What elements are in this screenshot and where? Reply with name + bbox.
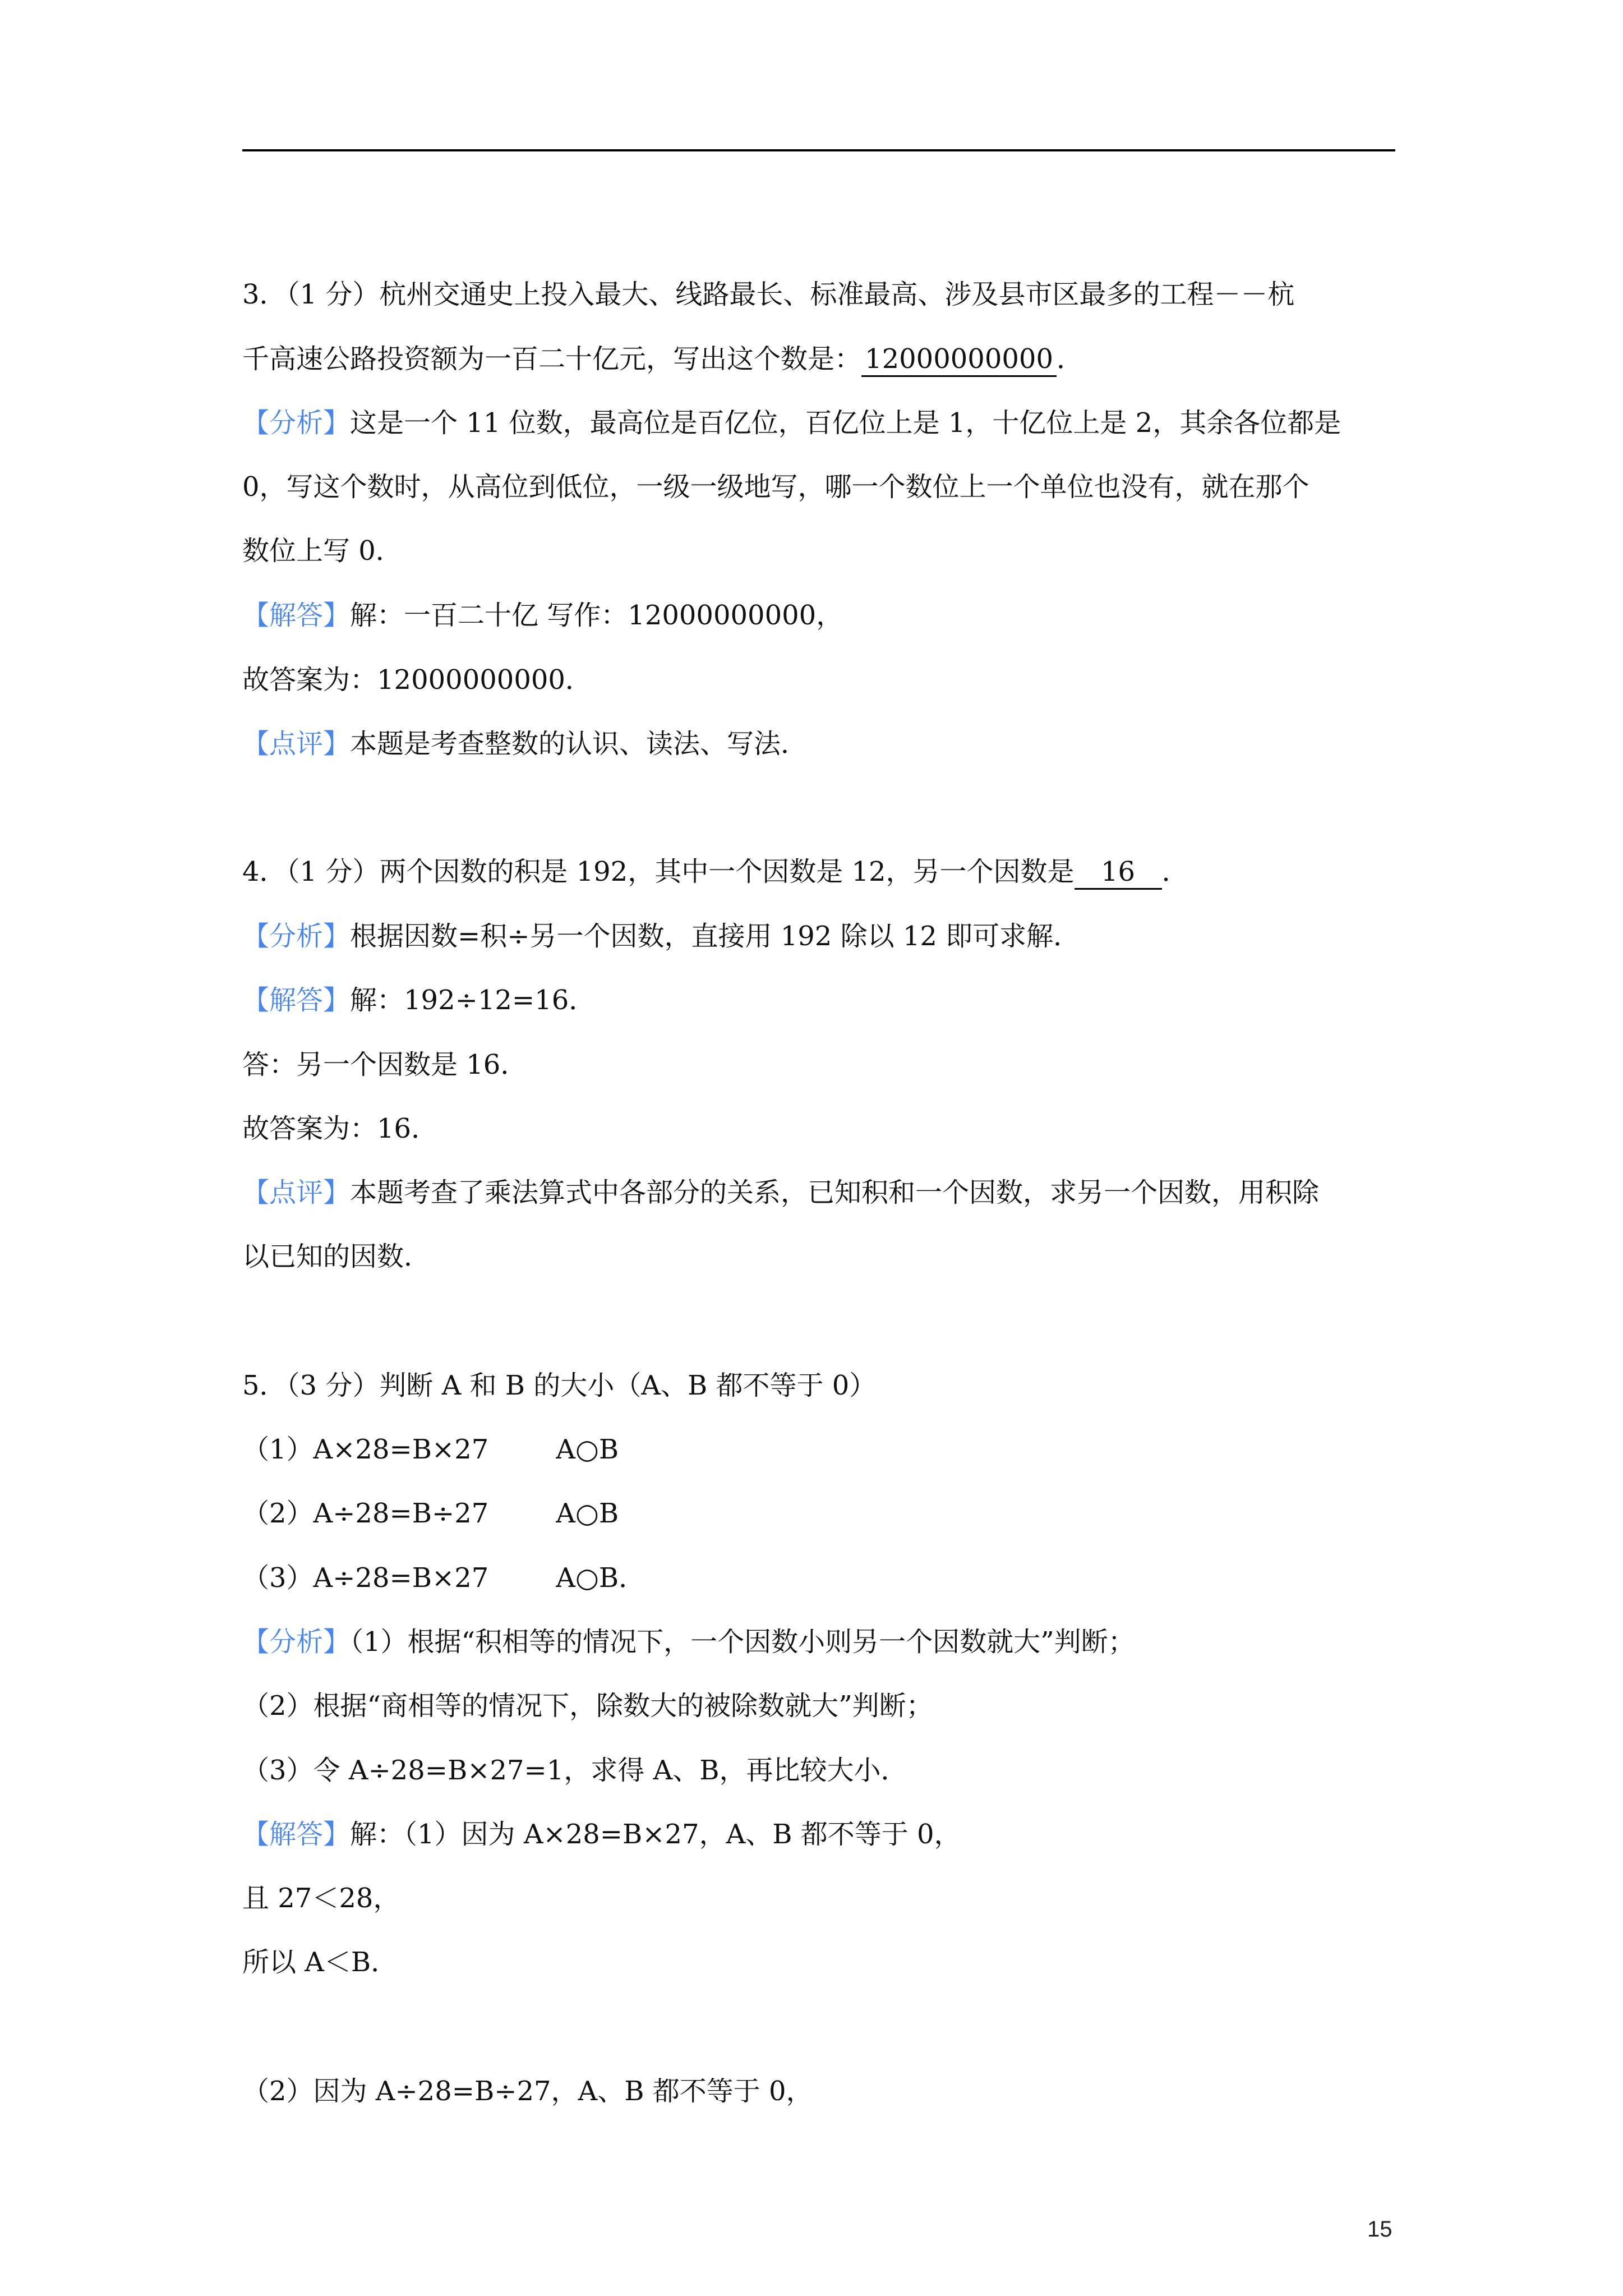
q3-line2-suffix: ． [1057,343,1084,375]
q5-analysis-text: （1）根据“积相等的情况下，一个因数小则另一个因数就大”判断； [350,1626,1135,1658]
q5-item-compare: A○B [556,1434,619,1465]
header-rule [242,149,1395,151]
q3-solution-line1 [242,599,843,632]
q5-item-3 [242,1561,645,1595]
q5-solution-line3: 所以 A＜B． [242,1947,398,1978]
q4-solution-line1 [242,983,596,1017]
q4-comment-line2: 以已知的因数． [242,1241,431,1272]
q3-solution-text: 解：一百二十亿 写作：12000000000， [350,600,843,631]
analysis-tag: 【分析】 [242,1626,351,1658]
q5-item-compare: A○B． [556,1562,646,1594]
q5-solution-line2: 且 27＜28， [242,1883,400,1914]
q5-solution-text: 解：（1）因为 A×28=B×27，A、B 都不等于 0， [350,1819,961,1850]
q4-solution-line2: 答：另一个因数是 16． [242,1049,528,1080]
q5-solution-line1 [242,1818,961,1851]
q3-analysis-line3: 数位上写 0． [242,535,403,567]
q5-analysis-line1 [242,1625,1135,1659]
q4-line1-suffix: ． [1161,856,1189,887]
analysis-tag: 【分析】 [242,921,351,952]
comment-tag: 【点评】 [242,728,351,760]
q4-analysis-text: 根据因数=积÷另一个因数，直接用 192 除以 12 即可求解． [350,921,1081,952]
q4-solution-text: 解：192÷12=16． [350,984,596,1016]
solution-tag: 【解答】 [242,600,351,631]
q3-solution-line2: 故答案为：12000000000． [242,664,592,696]
q5-analysis-line2: （2）根据“商相等的情况下，除数大的被除数就大”判断； [242,1690,933,1722]
solution-tag: 【解答】 [242,984,351,1016]
q3-line2-text: 千高速公路投资额为一百二十亿元，写出这个数是： [242,343,862,375]
q4-line1-text: 4．（1 分）两个因数的积是 192，其中一个因数是 12，另一个因数是 [242,856,1075,887]
q4-solution-line3: 故答案为：16． [242,1113,439,1144]
q5-item-expr: （2）A÷28=B÷27 [242,1498,489,1529]
q4-answer-blank: 16 [1075,855,1162,890]
q5-item-2 [242,1497,619,1530]
q3-line1: 3．（1 分）杭州交通史上投入最大、线路最长、标准最高、涉及县市区最多的工程－－杭 [242,279,1295,310]
q5-item-1 [242,1433,619,1466]
q5-item-expr: （1）A×28=B×27 [242,1434,489,1465]
q5-item-expr: （3）A÷28=B×27 [242,1562,489,1594]
solution-tag: 【解答】 [242,1819,351,1850]
q3-analysis-text: 这是一个 11 位数，最高位是百亿位，百亿位上是 1，十亿位上是 2，其余各位都是 [350,407,1341,439]
q4-analysis-line1 [242,919,1080,953]
q3-answer-blank: 12000000000 [861,343,1057,377]
q4-comment-text: 本题考查了乘法算式中各部分的关系，已知积和一个因数，求另一个因数，用积除 [350,1177,1320,1208]
q5-line1: 5．（3 分）判断 A 和 B 的大小（A、B 都不等于 0） [242,1370,877,1401]
q3-analysis-line1 [242,406,1341,440]
q3-line2 [242,342,1083,377]
q5-analysis-line3: （3）令 A÷28=B×27=1，求得 A、B，再比较大小． [242,1755,908,1786]
q3-comment-text: 本题是考查整数的认识、读法、写法． [350,728,808,760]
q3-comment-line1 [242,727,808,761]
q3-analysis-line2: 0，写这个数时，从高位到低位，一级一级地写，哪一个数位上一个单位也没有，就在那个 [242,471,1310,503]
q5-item-compare: A○B [556,1498,619,1529]
q5-solution-line4: （2）因为 A÷28=B÷27，A、B 都不等于 0， [242,2076,813,2107]
q4-comment-line1 [242,1176,1319,1209]
comment-tag: 【点评】 [242,1177,351,1208]
page-number: 15 [1367,2217,1393,2242]
q4-line1 [242,855,1189,890]
analysis-tag: 【分析】 [242,407,351,439]
